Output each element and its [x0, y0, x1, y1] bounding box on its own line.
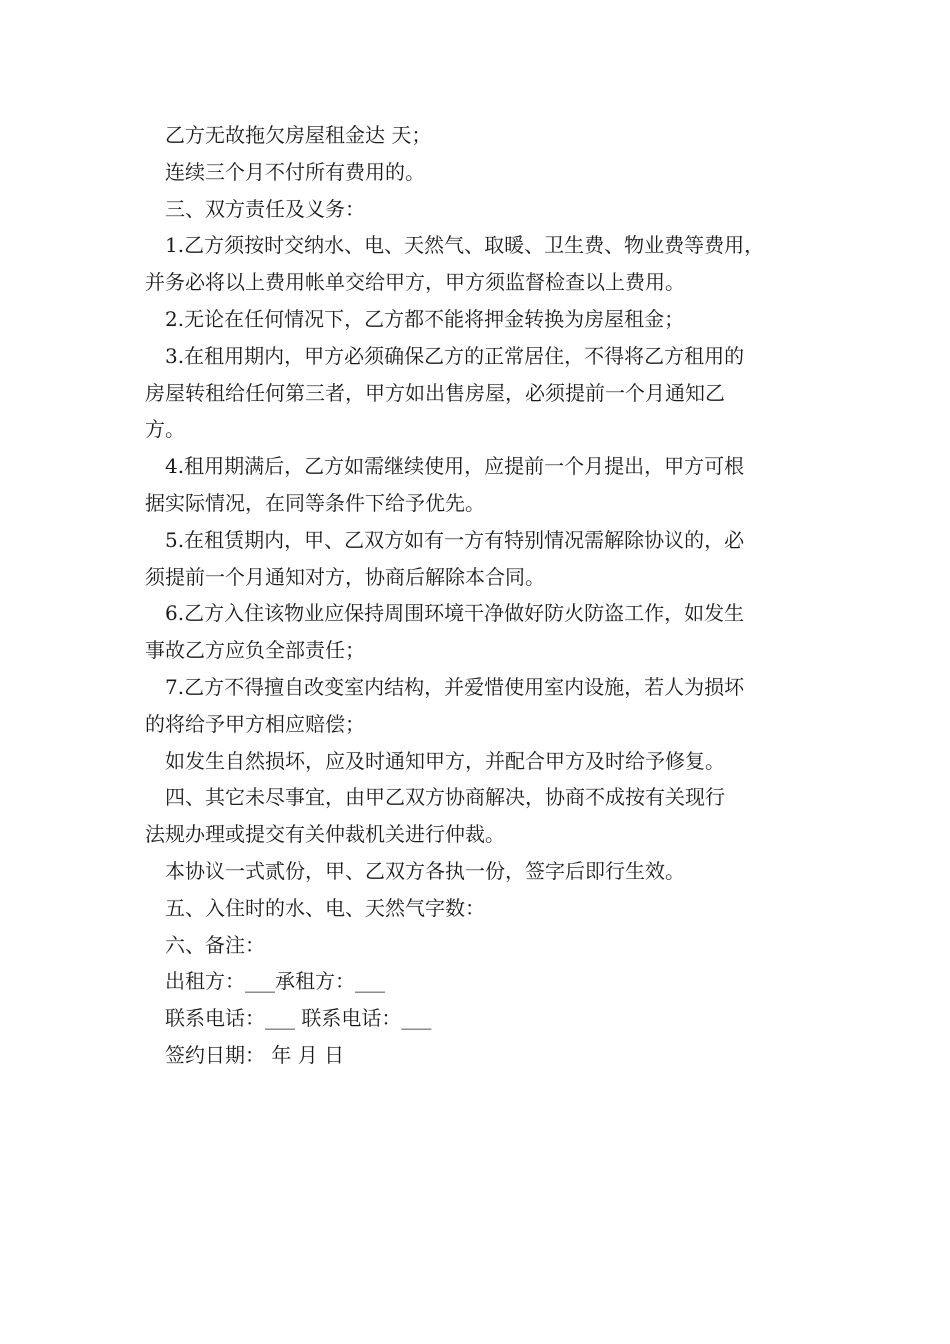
clause-3-cont: 房屋转租给任何第三者，甲方如出售房屋，必须提前一个月通知乙 [145, 380, 725, 405]
clause-1-cont: 并务必将以上费用帐单交给甲方，甲方须监督检查以上费用。 [145, 270, 685, 295]
clause-4: 4.租用期满后，乙方如需继续使用，应提前一个月提出，甲方可根 [165, 454, 745, 479]
text-line: 本协议一式贰份，甲、乙双方各执一份，签字后即行生效。 [165, 858, 685, 883]
clause-1: 1.乙方须按时交纳水、电、天然气、取暖、卫生费、物业费等费用， [165, 233, 765, 258]
clause-3: 3.在租用期内，甲方必须确保乙方的正常居住，不得将乙方租用的 [165, 343, 745, 368]
text-line: 如发生自然损坏，应及时通知甲方，并配合甲方及时给予修复。 [165, 748, 725, 773]
signature-phones: 联系电话：___ 联系电话：___ [165, 1006, 432, 1031]
section-heading: 五、入住时的水、电、天然气字数： [165, 895, 485, 920]
text-line: 连续三个月不付所有费用的。 [165, 159, 425, 184]
section-heading: 六、备注： [165, 932, 265, 957]
signature-parties: 出租方：___承租方：___ [165, 969, 385, 994]
signature-date: 签约日期： 年 月 日 [165, 1042, 345, 1067]
clause-7-cont: 的将给予甲方相应赔偿； [145, 711, 365, 736]
section-heading: 三、双方责任及义务： [165, 196, 365, 221]
clause-2: 2.无论在任何情况下，乙方都不能将押金转换为房屋租金； [165, 306, 685, 331]
contract-text [145, 117, 815, 1074]
section-heading: 四、其它未尽事宜，由甲乙双方协商解决，协商不成按有关现行 [165, 785, 725, 810]
clause-7: 7.乙方不得擅自改变室内结构，并爱惜使用室内设施，若人为损坏 [165, 674, 745, 699]
clause-3-cont: 方。 [145, 417, 185, 442]
section-cont: 法规办理或提交有关仲裁机关进行仲裁。 [145, 822, 505, 847]
clause-4-cont: 据实际情况，在同等条件下给予优先。 [145, 490, 485, 515]
clause-5-cont: 须提前一个月通知对方，协商后解除本合同。 [145, 564, 545, 589]
clause-5: 5.在租赁期内，甲、乙双方如有一方有特别情况需解除协议的，必 [165, 527, 745, 552]
clause-6: 6.乙方入住该物业应保持周围环境干净做好防火防盗工作，如发生 [165, 601, 745, 626]
text-line: 乙方无故拖欠房屋租金达 天； [165, 123, 432, 147]
clause-6-cont: 事故乙方应负全部责任； [145, 638, 365, 663]
